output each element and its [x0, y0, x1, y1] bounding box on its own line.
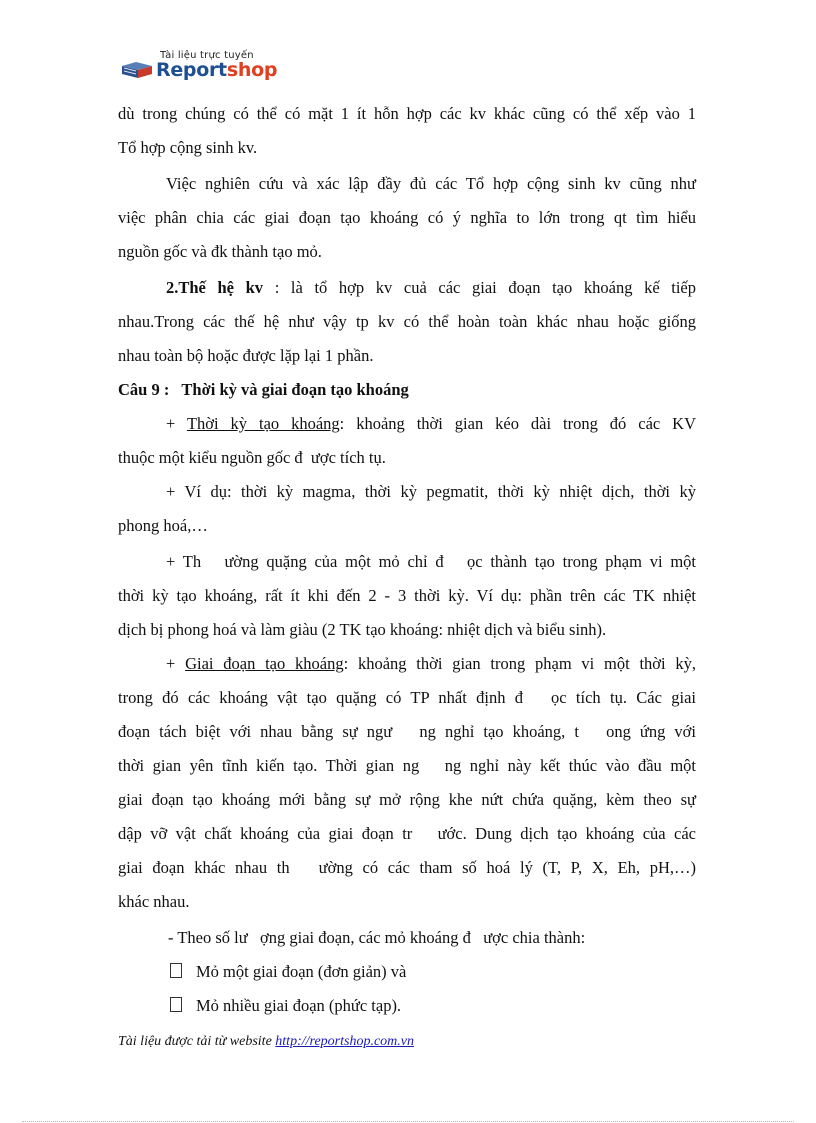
- text-line: nhau.Trong các thế hệ như vậy tp kv có thể hoàn toàn khác nhau hoặc giống: [118, 312, 696, 331]
- text-line: : khoảng thời gian kéo dài trong đó các KV: [339, 414, 696, 433]
- text-line: nguồn gốc và đk thành tạo mỏ.: [118, 242, 322, 261]
- text-line: khác nhau.: [118, 892, 190, 911]
- logo-brand: [156, 59, 277, 81]
- text-line: Việc nghiên cứu và xác lập đầy đủ các Tổ hợp cộng sinh kv cũng như: [166, 174, 696, 193]
- text-line: dù trong chúng có thể có mặt 1 ít hỗn hợp các kv khác cũng có thể xếp vào 1: [118, 104, 696, 123]
- term-generations: 2.Thế hệ kv: [166, 278, 264, 297]
- logo-brand-part1: Report: [156, 59, 227, 81]
- term-period: Thời kỳ tạo khoáng: [186, 414, 340, 433]
- footer-link[interactable]: http://reportshop.com.vn: [275, 1034, 414, 1049]
- text-line: phong hoá,…: [118, 516, 208, 535]
- list-item: [170, 996, 401, 1016]
- text-line: + Th ường quặng của một mỏ chỉ đ ọc thành tạo trong phạm vi một: [166, 552, 696, 571]
- text-prefix: +: [166, 414, 187, 433]
- text-line: thời gian yên tĩnh kiến tạo. Thời gian ng ng nghỉ này kết thúc vào đầu một: [118, 756, 696, 775]
- paragraph-generations: [166, 278, 696, 298]
- logo-brand-part2: shop: [226, 59, 278, 81]
- text-line: trong đó các khoáng vật tạo quặng có TP nhất định đ ọc tích tụ. Các giai: [118, 688, 696, 707]
- list-item-text: Mỏ một giai đoạn (đơn giản) và: [196, 962, 407, 981]
- text-line: + Ví dụ: thời kỳ magma, thời kỳ pegmatit, thời kỳ nhiệt dịch, thời kỳ: [166, 482, 696, 501]
- logo-tagline: Tài liệu trực tuyến: [160, 50, 254, 61]
- text-line: dập vỡ vật chất khoáng của giai đoạn tr ước. Dung dịch tạo khoáng của các: [118, 824, 696, 843]
- text-line: giai đoạn tạo khoáng mới bằng sự mở rộng khe nứt chứa quặng, kèm theo sự: [118, 790, 696, 809]
- section-heading: Câu 9 : Thời kỳ và giai đoạn tạo khoáng: [118, 380, 409, 399]
- page-bottom-divider: [22, 1121, 794, 1122]
- term-stage: Giai đoạn tạo khoáng: [185, 654, 344, 673]
- bullet-box-icon: [170, 997, 182, 1012]
- text-line: thuộc một kiểu nguồn gốc đ ược tích tụ.: [118, 448, 386, 467]
- text-line: Tổ hợp cộng sinh kv.: [118, 138, 258, 157]
- text-line: : khoảng thời gian trong phạm vi một thời kỳ,: [343, 654, 696, 673]
- footer-text: Tài liệu được tải từ website: [118, 1034, 276, 1049]
- text-line: dịch bị phong hoá và làm giàu (2 TK tạo khoáng: nhiệt dịch và biểu sinh).: [118, 620, 607, 639]
- text-line: việc phân chia các giai đoạn tạo khoáng có ý nghĩa to lớn trong qt tìm hiểu: [118, 208, 696, 227]
- paragraph-stage: [166, 654, 696, 674]
- text-line: : là tổ hợp kv cuả các giai đoạn tạo khoáng kế tiếp: [274, 278, 697, 297]
- bullet-box-icon: [170, 963, 182, 978]
- text-line: thời kỳ tạo khoáng, rất ít khi đến 2 - 3 thời kỳ. Ví dụ: phần trên các TK nhiệt: [118, 586, 696, 605]
- text-line: đoạn tách biệt với nhau bằng sự ngư ng nghỉ tạo khoáng, t ong ứng với: [118, 722, 696, 741]
- footer: [118, 1034, 414, 1050]
- text-line: giai đoạn khác nhau th ường có các tham số hoá lý (T, P, X, Eh, pH,…): [118, 858, 696, 877]
- list-item: [170, 962, 406, 982]
- text-line: - Theo số lư ợng giai đoạn, các mỏ khoáng đ ược chia thành:: [168, 928, 586, 947]
- text-prefix: +: [166, 654, 186, 673]
- list-item-text: Mỏ nhiều giai đoạn (phức tạp).: [196, 996, 402, 1015]
- paragraph-period: [166, 414, 696, 434]
- reportshop-logo: [120, 50, 290, 84]
- text-line: nhau toàn bộ hoặc được lặp lại 1 phần.: [118, 346, 374, 365]
- book-icon: [120, 60, 154, 80]
